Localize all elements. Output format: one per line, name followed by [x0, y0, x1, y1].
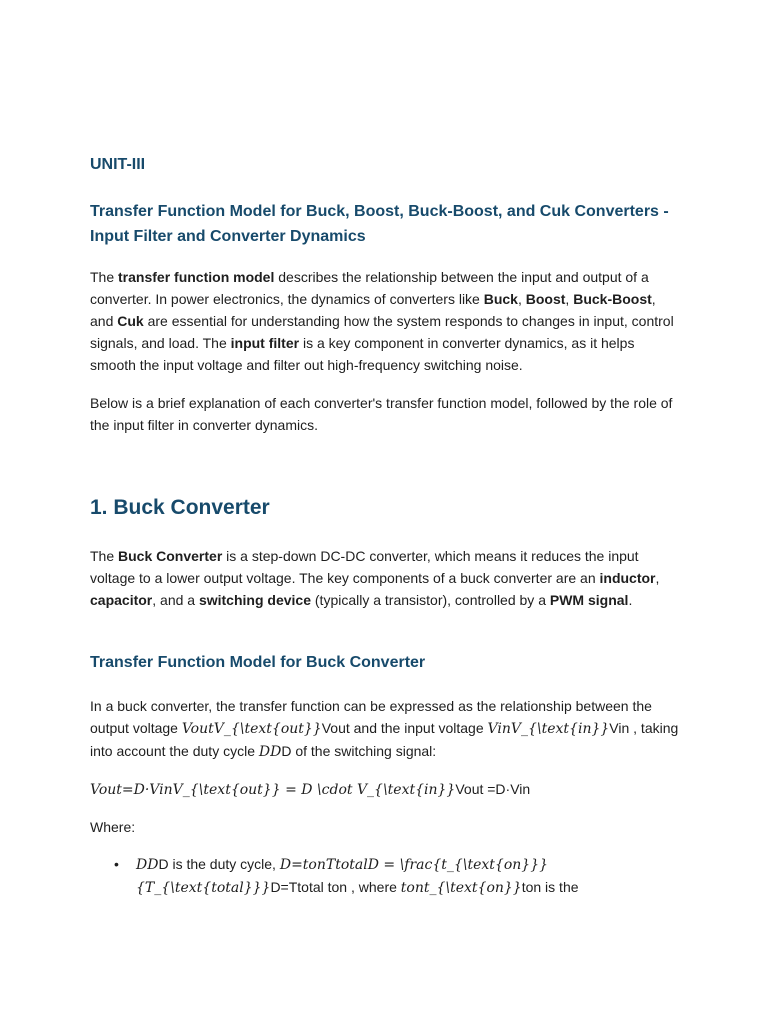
text-run: Vin , taking into account the duty cycle: [90, 720, 679, 759]
latex-fragment: VinV_{\text{in}}: [487, 721, 610, 737]
subheading-transfer-function: Transfer Function Model for Buck Converter: [90, 654, 426, 671]
overview-paragraph: Below is a brief explanation of each converter's transfer function model, followed by the role of the input filter in converter dynamics.: [90, 395, 673, 433]
unit-heading: UNIT-III: [90, 156, 146, 173]
transfer-function-paragraph: [90, 695, 682, 763]
text-run: ,: [517, 291, 526, 307]
bold-term: inductor: [599, 570, 656, 586]
bold-term: transfer function model: [118, 269, 275, 285]
intro-paragraph: [90, 266, 682, 376]
bold-term: Cuk: [117, 313, 144, 329]
text-run: Vout =D·Vin: [455, 781, 531, 797]
text-run: The: [90, 269, 119, 285]
text-run: ,: [565, 291, 574, 307]
text-run: ,: [655, 570, 660, 586]
text-run: (typically a transistor), controlled by a: [311, 592, 550, 608]
latex-fragment: D=tonTtotalD = \frac{t_{\text{on}}}{T_{\text{total}}}: [136, 857, 549, 896]
text-run: , and: [90, 291, 656, 329]
latex-fragment: VoutV_{\text{out}}: [181, 721, 322, 737]
text-run: D of the switching signal:: [281, 743, 437, 759]
text-run: describes the relationship between the input and output of a converter. In power electronics, the dynamics of converters like: [90, 269, 649, 307]
text-run: In a buck converter, the transfer function can be expressed as the relationship between the output voltage: [90, 698, 652, 736]
latex-fragment: DD: [136, 857, 159, 873]
text-run: is a step-down DC-DC converter, which means it reduces the input voltage to a lower output voltage. The key components of a buck converter are an: [90, 548, 639, 586]
text-run: D is the duty cycle,: [158, 856, 280, 872]
buck-formula: [90, 778, 682, 801]
bold-term: PWM signal: [549, 592, 629, 608]
definition-list: [90, 853, 690, 899]
bold-term: capacitor: [90, 592, 153, 608]
section-heading-buck: 1. Buck Converter: [90, 496, 270, 519]
text-run: , and a: [152, 592, 199, 608]
where-label: Where:: [90, 819, 136, 835]
latex-fragment: tont_{\text{on}}: [400, 880, 522, 896]
bold-term: Buck-Boost: [573, 291, 652, 307]
text-run: D=Ttotal ton , where: [270, 879, 401, 895]
bold-term: Boost: [525, 291, 566, 307]
text-run: ton is the: [521, 879, 579, 895]
text-run: Vout and the input voltage: [321, 720, 488, 736]
list-item: [90, 853, 690, 899]
text-run: is a key component in converter dynamics, as it helps smooth the input voltage and filter out high-frequency switching noise.: [90, 335, 635, 373]
bullet-marker: •: [114, 856, 119, 872]
bold-term: Buck: [483, 291, 518, 307]
bold-term: Buck Converter: [118, 548, 223, 564]
buck-description-paragraph: [90, 545, 682, 611]
bold-term: input filter: [230, 335, 300, 351]
document-title: Transfer Function Model for Buck, Boost, Buck-Boost, and Cuk Converters - Input Filter and Converter Dynamics: [90, 203, 669, 245]
bold-term: switching device: [198, 592, 311, 608]
text-run: .: [628, 592, 633, 608]
latex-fragment: DD: [258, 744, 282, 760]
latex-fragment: Vout=D·VinV_{\text{out}} = D \cdot V_{\text{in}}: [90, 782, 456, 798]
text-run: The: [90, 548, 119, 564]
text-run: are essential for understanding how the system responds to changes in input, control signals, and load. The: [90, 313, 674, 351]
